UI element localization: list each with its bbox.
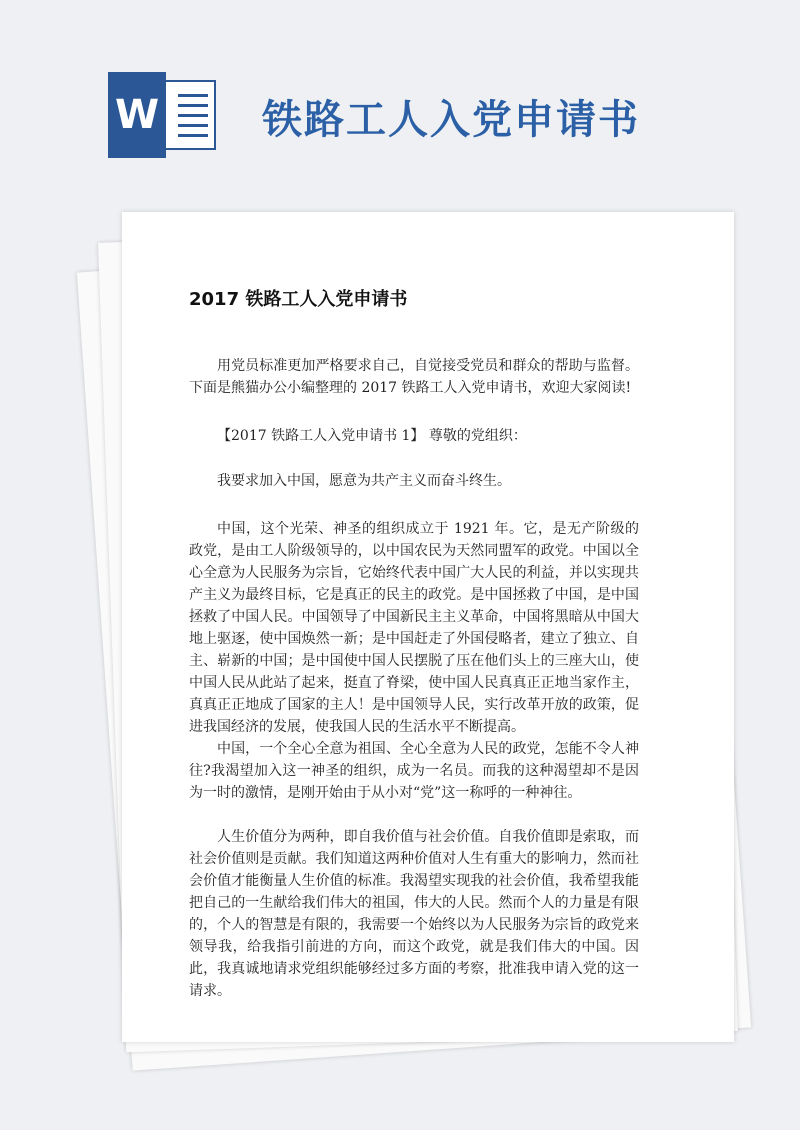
- header-title: 铁路工人入党申请书: [262, 97, 640, 143]
- body-paragraph: 中国，这个光荣、神圣的组织成立于 1921 年。它，是无产阶级的政党，是由工人阶级领导的，以中国农民为天然同盟军的政党。中国以全心全意为人民服务为宗旨，它始终代表中国广大人民的利益，并以实现共产主义为最终目标，它是真正的民主的政党。是中国拯救了中国，是中国拯救了中国人民。中国领导了中国新民主主义革命，中国将黑暗从中国大地上驱逐，使中国焕然一新；是中国赶走了外国侵略者，建立了独立、自主、崭新的中国；是中国使中国人民摆脱了压在他们头上的三座大山，使中国人民从此站了起来，挺直了脊梁，使中国人民真真正正地当家作主，真真正正地成了国家的主人！是中国领导人民，实行改革开放的政策，促进我国经济的发展，使我国人民的生活水平不断提高。: [189, 521, 639, 735]
- intro-paragraph: 用党员标准更加严格要求自己，自觉接受党员和群众的帮助与监督。下面是熊猫办公小编整理的 2017 铁路工人入党申请书，欢迎大家阅读!: [189, 358, 639, 396]
- body-paragraph: 中国，一个全心全意为祖国、全心全意为人民的政党，怎能不令人神往?我渴望加入这一神圣的组织，成为一名员。而我的这种渴望却不是因为一时的激情，是刚开始由于从小对“党”这一称呼的一种神往。: [189, 741, 639, 801]
- section-heading: 【2017 铁路工人入党申请书 1】 尊敬的党组织：: [217, 428, 527, 444]
- document-title: 2017 铁路工人入党申请书: [189, 289, 408, 310]
- header-banner: [0, 0, 800, 200]
- body-paragraph: 人生价值分为两种，即自我价值与社会价值。自我价值即是索取，而社会价值则是贡献。我们知道这两种价值对人生有重大的影响力，然而社会价值才能衡量人生价值的标准。我渴望实现我的社会价值，我希望我能把自己的一生献给我们伟大的祖国，伟大的人民。然而个人的力量是有限的，个人的智慧是有限的，我需要一个始终以为人民服务为宗旨的政党来领导我，给我指引前进的方向，而这个政党，就是我们伟大的中国。因此，我真诚地请求党组织能够经过多方面的考察，批准我申请入党的这一请求。: [189, 829, 639, 999]
- request-paragraph: 我要求加入中国，愿意为共产主义而奋斗终生。: [217, 473, 511, 489]
- word-logo-letter: W: [108, 72, 166, 158]
- word-document-icon: [108, 72, 216, 158]
